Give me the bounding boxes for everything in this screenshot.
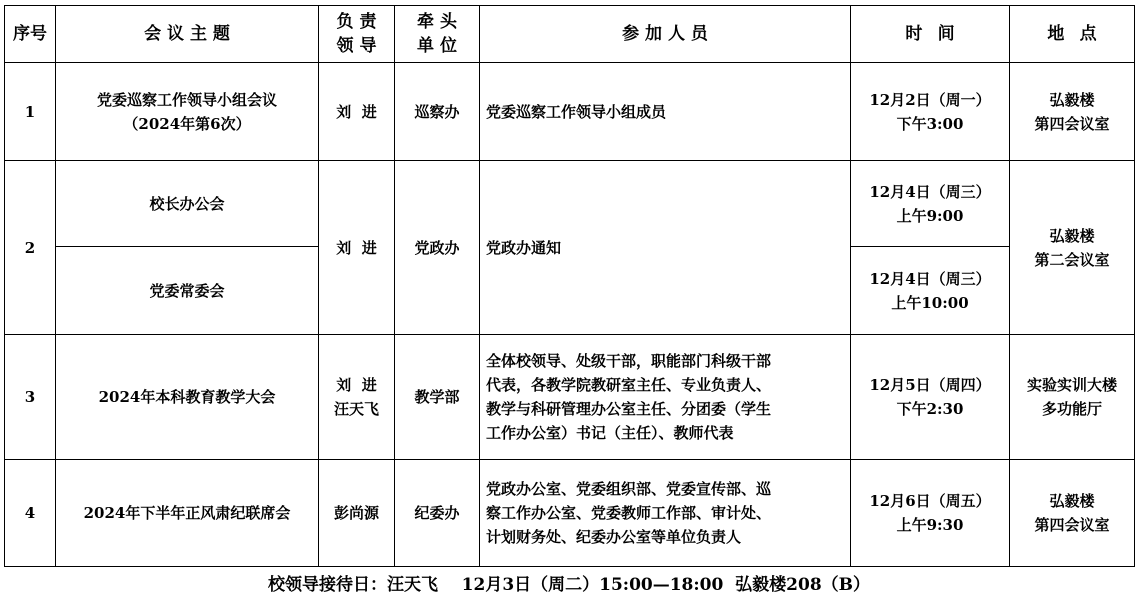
header-attendees: 参加人员 [480,6,851,63]
row-seq: 3 [5,335,56,460]
meeting-schedule-table [4,5,1135,567]
row-leader: 刘 进 汪天飞 [319,335,395,460]
row-topic: 2024年本科教育教学大会 [56,335,319,460]
header-time: 时间 [851,6,1010,63]
row-time: 12月4日（周三） 上午9:00 [851,161,1010,247]
row-time: 12月2日（周一） 下午3:00 [851,63,1010,161]
header-location: 地点 [1010,6,1135,63]
row-topic: 2024年下半年正风肃纪联席会 [56,460,319,567]
row-unit: 纪委办 [395,460,480,567]
row-unit: 巡察办 [395,63,480,161]
table-header-row [5,6,1135,63]
row-topic: 校长办公会 [56,161,319,247]
row-time: 12月6日（周五） 上午9:30 [851,460,1010,567]
row-location: 弘毅楼 第四会议室 [1010,460,1135,567]
row-unit: 教学部 [395,335,480,460]
row-time: 12月5日（周四） 下午2:30 [851,335,1010,460]
row-attendees: 全体校领导、处级干部，职能部门科级干部 代表，各教学院教研室主任、专业负责人、 教学与科研管理办公室主任、分团委（学生 工作办公室）书记（主任）、教师代表 [480,335,851,460]
row-location: 弘毅楼 第二会议室 [1010,161,1135,335]
header-seq: 序号 [5,6,56,63]
row-leader: 刘 进 [319,161,395,335]
reception-day-note: 校领导接待日：汪天飞 12月3日（周二）15:00—18:00 弘毅楼208（B） [267,575,871,595]
header-unit: 牵头 单位 [395,6,480,63]
row-seq: 1 [5,63,56,161]
row-attendees: 党政办通知 [480,161,851,335]
table-row [5,63,1135,161]
header-topic: 会议主题 [56,6,319,63]
row-topic: 党委常委会 [56,247,319,335]
row-leader: 刘 进 [319,63,395,161]
header-leader: 负责 领导 [319,6,395,63]
table-row [5,161,1135,247]
row-unit: 党政办 [395,161,480,335]
row-time: 12月4日（周三） 上午10:00 [851,247,1010,335]
row-location: 弘毅楼 第四会议室 [1010,63,1135,161]
row-attendees: 党政办公室、党委组织部、党委宣传部、巡 察工作办公室、党委教师工作部、审计处、 计划财务处、纪委办公室等单位负责人 [480,460,851,567]
row-leader: 彭尚源 [319,460,395,567]
table-row [5,460,1135,567]
table-row [5,335,1135,460]
row-location: 实验实训大楼 多功能厅 [1010,335,1135,460]
row-seq: 4 [5,460,56,567]
row-topic: 党委巡察工作领导小组会议 （2024年第6次） [56,63,319,161]
row-seq: 2 [5,161,56,335]
row-attendees: 党委巡察工作领导小组成员 [480,63,851,161]
